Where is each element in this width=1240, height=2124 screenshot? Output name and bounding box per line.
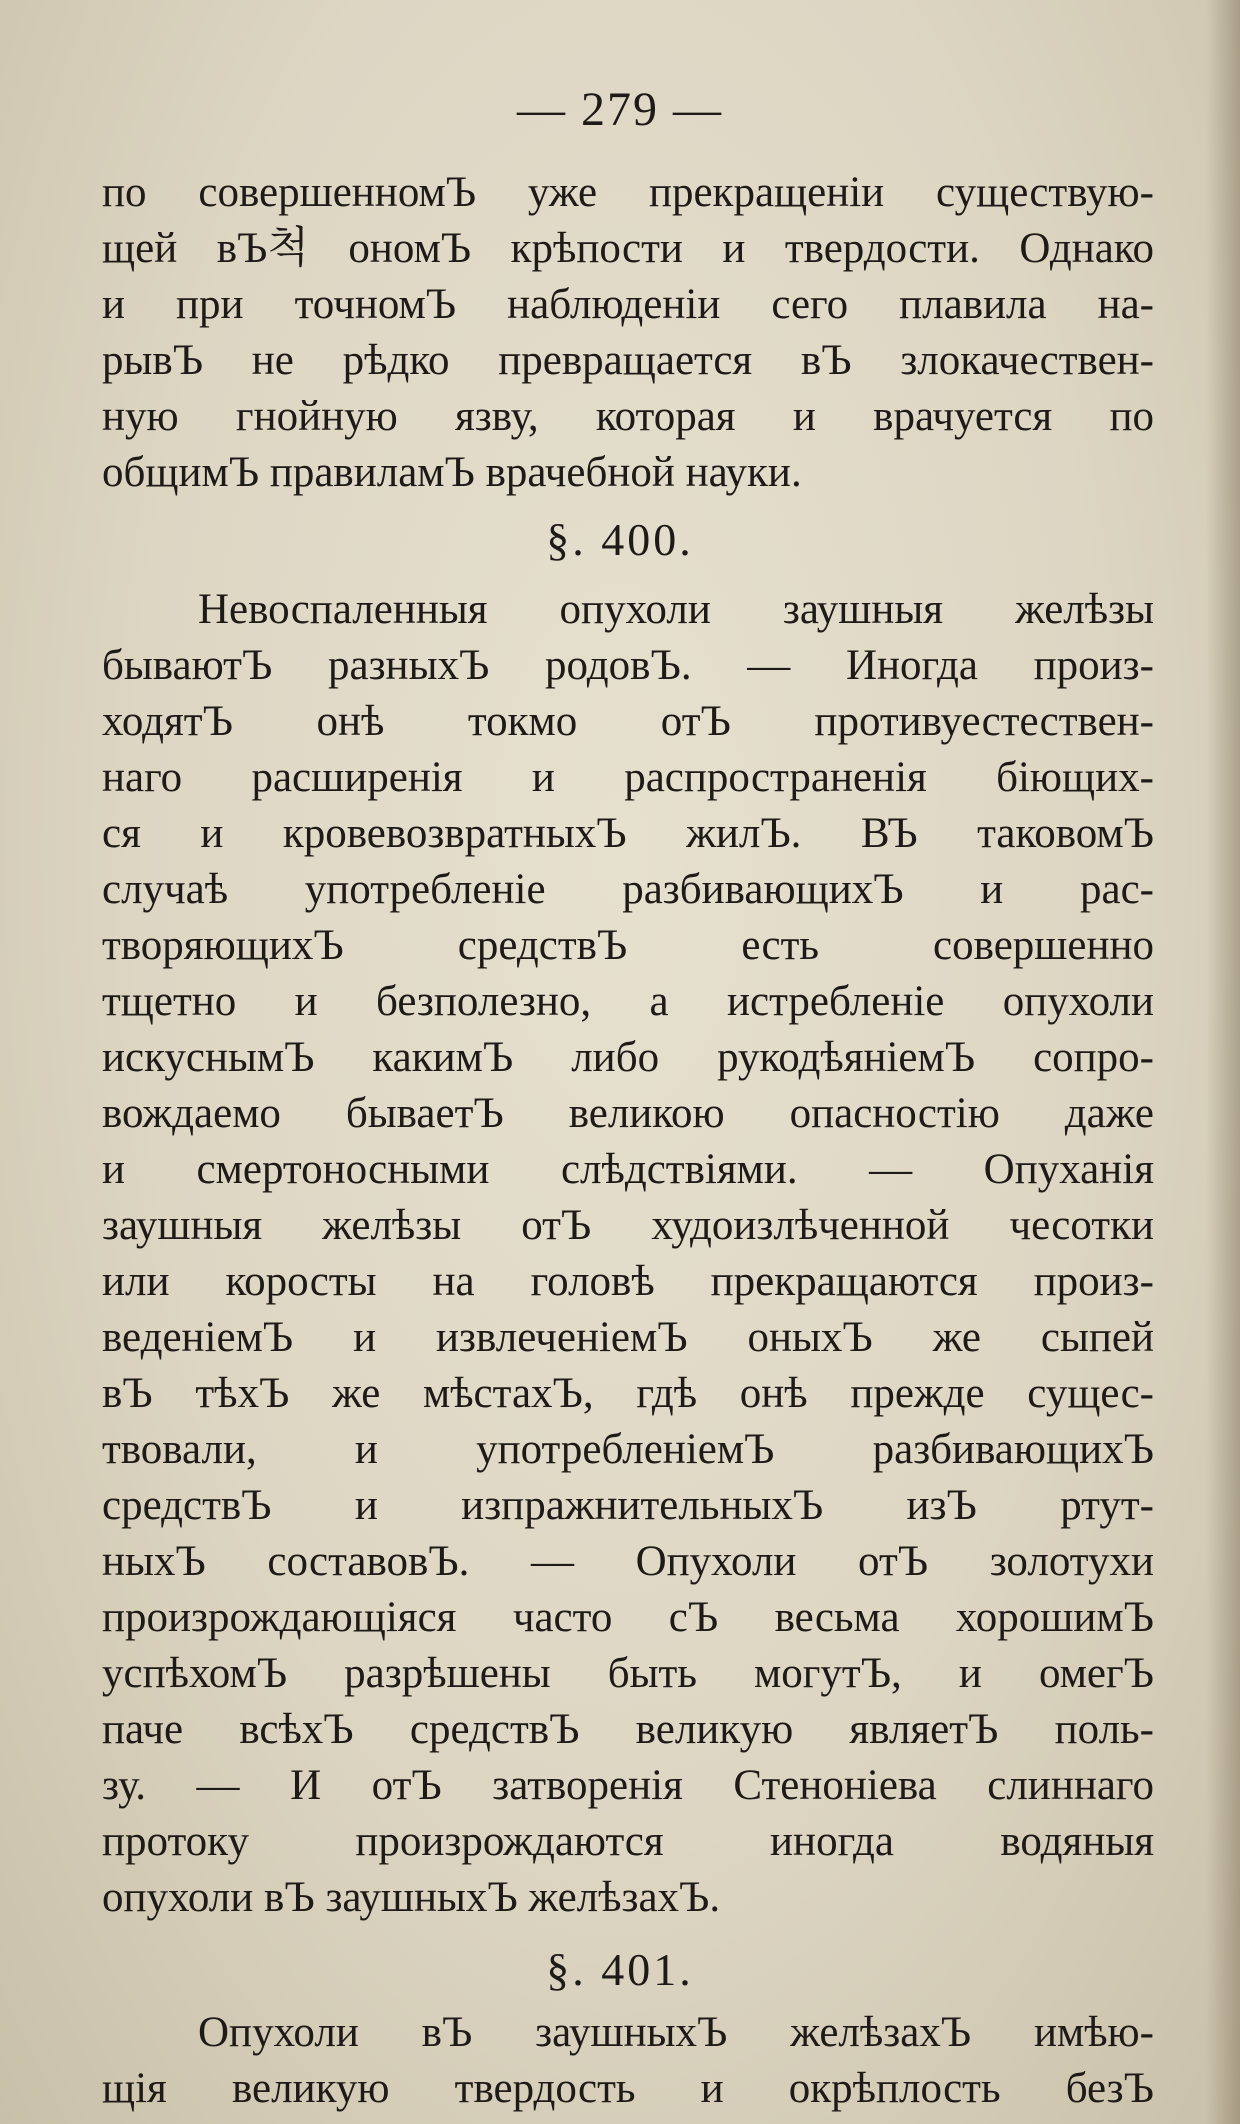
text-line: творяющихЪ средствЪ есть совершенно — [102, 922, 1154, 969]
text-line: зу. — И отЪ затворенiя Стенонiева слиннаго — [102, 1762, 1154, 1809]
page-edge-shadow — [1206, 0, 1240, 2124]
text-line: щей вЪ척 ономЪ крѣпости и твердости. Однако — [102, 225, 1154, 272]
text-line: Опухоли вЪ заушныхЪ желѣзахЪ имѣю- — [198, 2009, 1154, 2056]
text-line: по совершенномЪ уже прекращенiи существую- — [102, 169, 1154, 216]
text-line: бываютЪ разныхЪ родовЪ. — Иногда произ- — [102, 642, 1154, 689]
text-line: вождаемо бываетЪ великою опасностiю даже — [102, 1090, 1154, 1137]
text-line: опухоли вЪ заушныхЪ желѣзахЪ. — [102, 1874, 721, 1921]
text-line: или коросты на головѣ прекращаются произ- — [102, 1258, 1154, 1305]
text-line: твовали, и употребленiемЪ разбивающихЪ — [102, 1426, 1154, 1473]
text-line: случаѣ употребленiе разбивающихЪ и рас- — [102, 866, 1154, 913]
text-line: ную гнойную язву, которая и врачуется по — [102, 393, 1154, 440]
text-line: произрождающiяся часто сЪ весьма хорошимЪ — [102, 1594, 1154, 1641]
text-line: наго расширенiя и распространенiя бiющих- — [102, 754, 1154, 801]
text-line: и при точномЪ наблюденiи сего плавила на- — [102, 281, 1154, 328]
text-line: заушныя желѣзы отЪ худоизлѣченной чесотки — [102, 1202, 1154, 1249]
text-line: успѣхомЪ разрѣшены быть могутЪ, и омегЪ — [102, 1650, 1154, 1697]
text-line: ходятЪ онѣ токмо отЪ противуестествен- — [102, 698, 1154, 745]
text-line: паче всѣхЪ средствЪ великую являетЪ поль- — [102, 1706, 1154, 1753]
text-line: средствЪ и изпражнительныхЪ изЪ ртут- — [102, 1482, 1154, 1529]
text-line: и смертоносными слѣдствiями. — Опуханiя — [102, 1146, 1154, 1193]
section-heading: §. 400. — [546, 514, 694, 565]
text-line: щiя великую твердость и окрѣплость безЪ — [102, 2065, 1154, 2112]
text-line: тщетно и безполезно, а истребленiе опухоли — [102, 978, 1154, 1025]
text-line: веденiемЪ и извлеченiемЪ оныхЪ же сыпей — [102, 1314, 1154, 1361]
text-line: общимЪ правиламЪ врачебной науки. — [102, 449, 802, 496]
text-line: ся и кровевозвратныхЪ жилЪ. ВЪ таковомЪ — [102, 810, 1154, 857]
text-line: вЪ тѣхЪ же мѣстахЪ, гдѣ онѣ прежде сущес- — [102, 1370, 1154, 1417]
text-line: рывЪ не рѣдко превращается вЪ злокачествен- — [102, 337, 1154, 384]
section-heading: §. 401. — [546, 1944, 694, 1995]
text-line: ныхЪ составовЪ. — Опухоли отЪ золотухи — [102, 1538, 1154, 1585]
text-line: протоку произрождаются иногда водяныя — [102, 1818, 1154, 1865]
text-line: искуснымЪ какимЪ либо рукодѣянiемЪ сопро- — [102, 1034, 1154, 1081]
page-number: — 279 — — [517, 83, 723, 136]
text-line: Невоспаленныя опухоли заушныя желѣзы — [198, 586, 1154, 633]
